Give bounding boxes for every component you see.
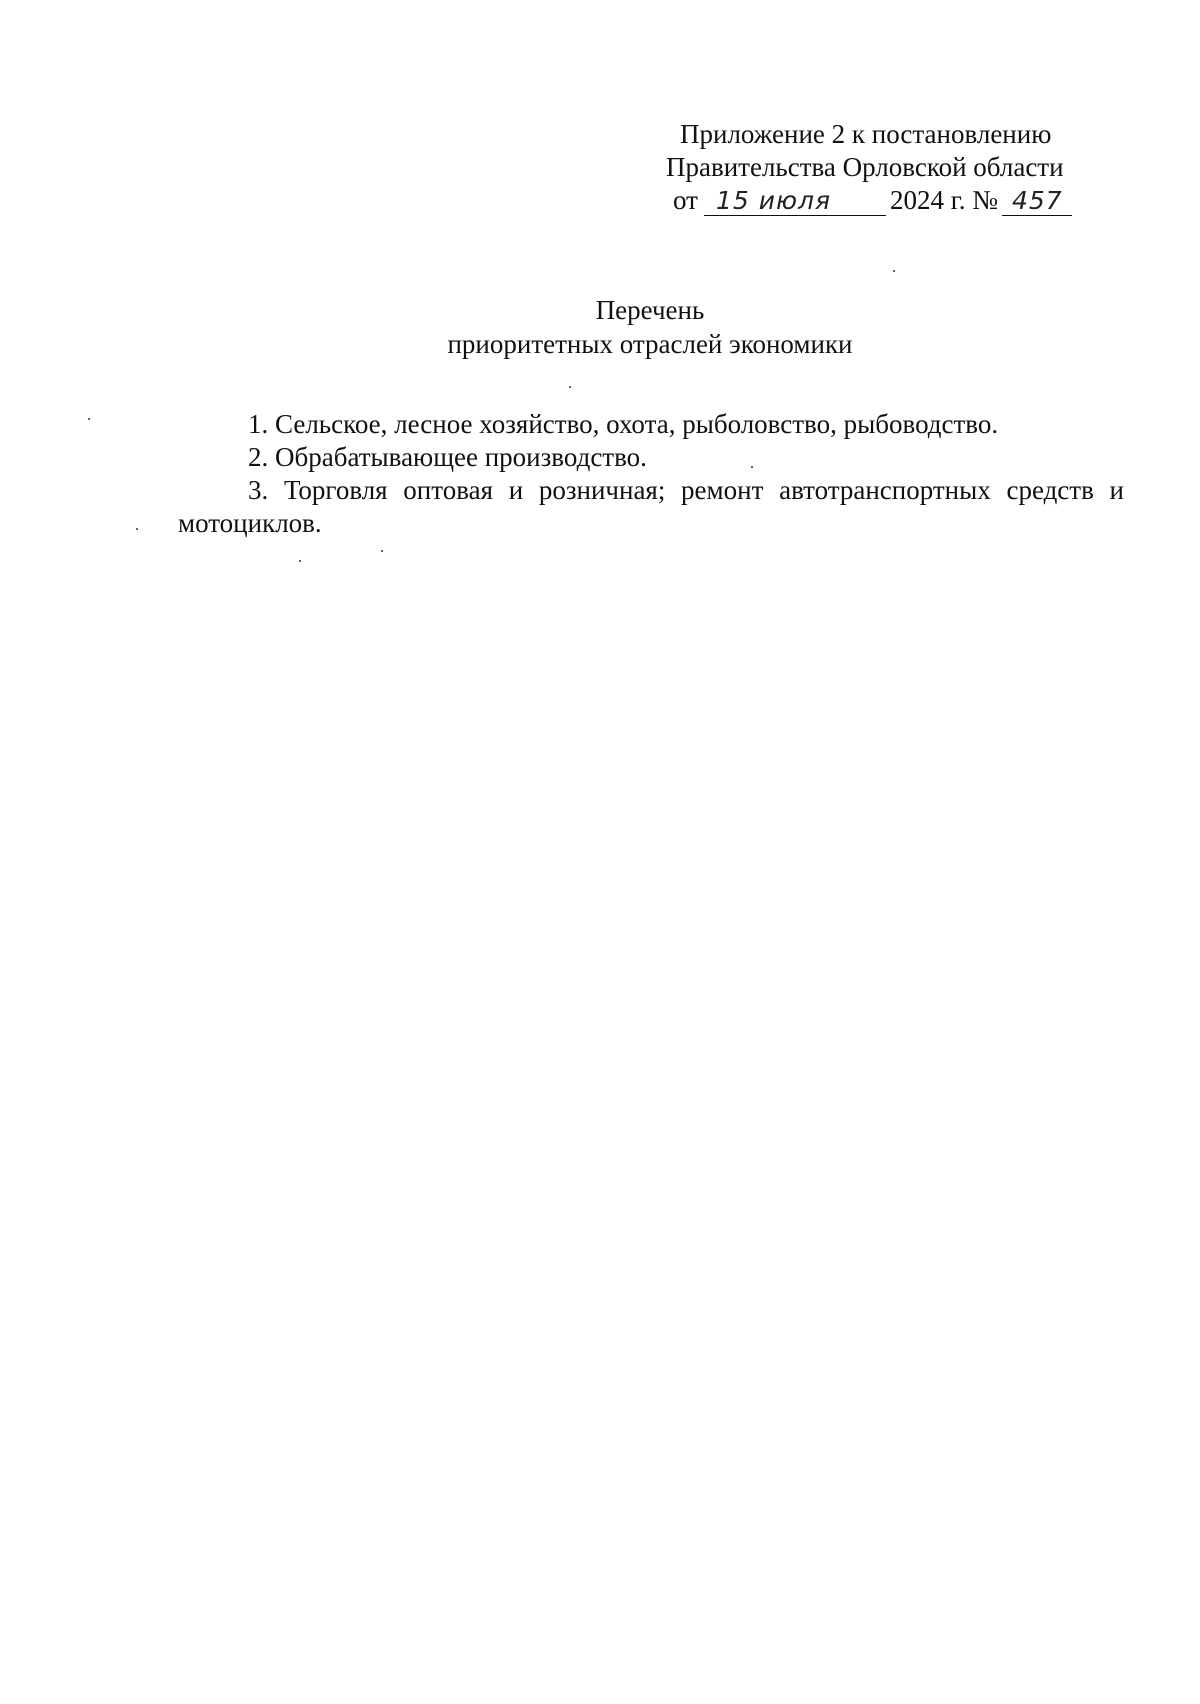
handwritten-number: [1002, 187, 1072, 216]
list-item: 1. Сельское, лесное хозяйство, охота, рыболовство, рыбоводство.: [248, 409, 999, 439]
scan-speck: [381, 550, 383, 552]
handwritten-date-text: 15 июля: [715, 186, 832, 215]
scan-speck: [893, 270, 895, 272]
handwritten-date: [704, 187, 886, 216]
date-prefix: от: [673, 185, 698, 215]
handwritten-number-text: 457: [1012, 186, 1063, 215]
appendix-date-line: [640, 184, 1120, 217]
document-subtitle: приоритетных отраслей экономики: [447, 329, 853, 359]
appendix-line-1: Приложение 2 к постановлению: [680, 119, 1052, 149]
list-item: 3. Торговля оптовая и розничная; ремонт автотранспортных средств и мотоциклов.: [178, 475, 1124, 538]
scan-speck: [88, 418, 90, 420]
scan-speck: [299, 560, 301, 562]
list-item: 2. Обрабатывающее производство.: [248, 442, 647, 472]
scan-speck: [569, 386, 571, 388]
appendix-header: [640, 118, 1120, 217]
document-title: Перечень: [595, 295, 705, 325]
industry-list: [178, 408, 1124, 540]
appendix-line-2: Правительства Орловской области: [666, 152, 1064, 182]
scan-speck: [136, 528, 138, 530]
scan-speck: [751, 466, 753, 468]
year-text: 2024 г. №: [889, 185, 998, 215]
